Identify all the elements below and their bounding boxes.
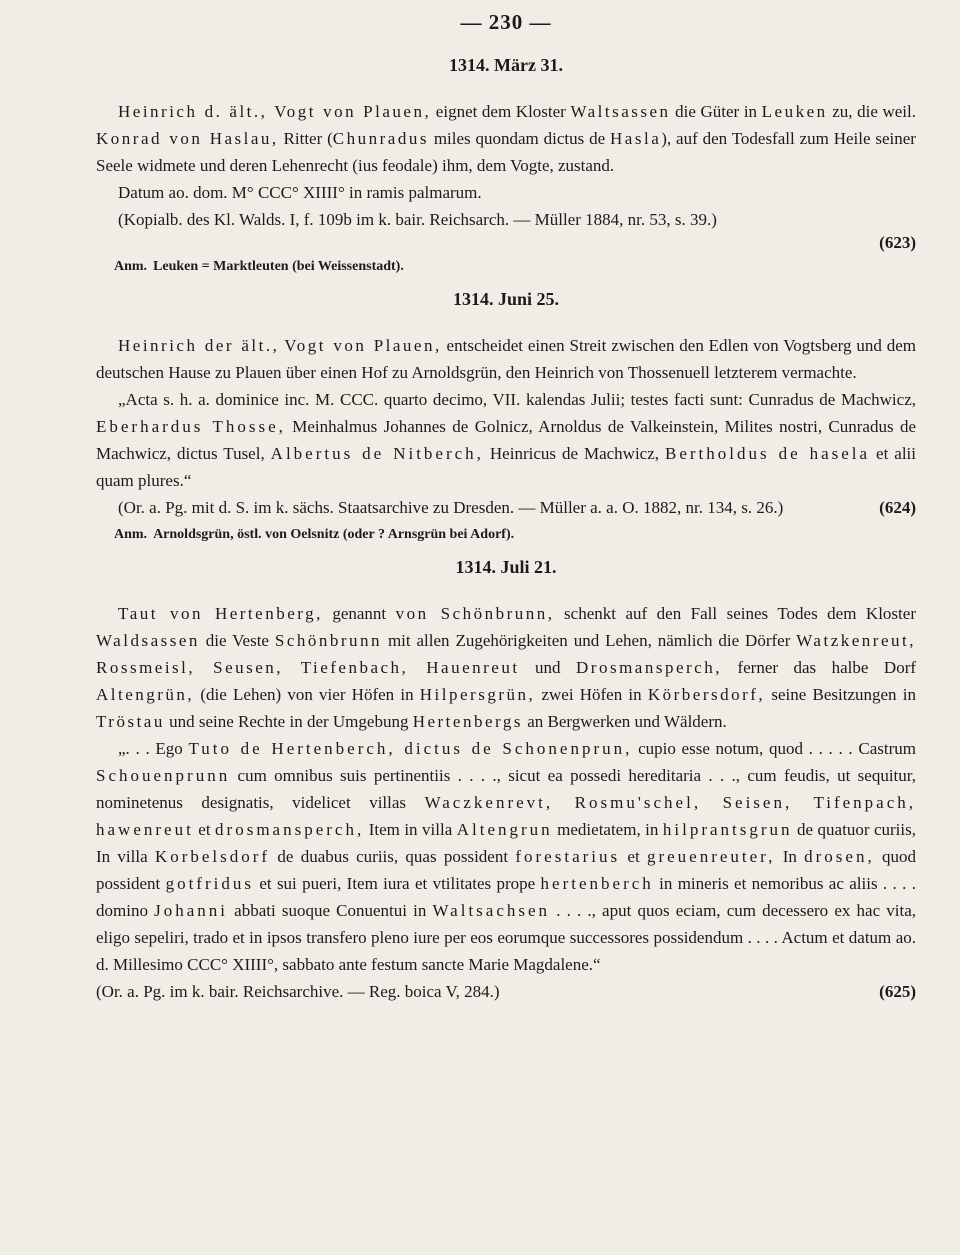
text-run: in mineris et nemoribus ac aliis . . . . domino [96, 874, 916, 920]
spaced-name: gotfridus [165, 874, 254, 893]
entry-quote [96, 386, 916, 494]
spaced-name: hilprantsgrun [662, 820, 793, 839]
entry-number: (625) [879, 982, 916, 1001]
text-run: Heinricus de Machwicz, [483, 444, 665, 463]
text-run: zwei Höfen in [535, 685, 648, 704]
spaced-name: Leuken [761, 102, 828, 121]
text-run: „Acta s. h. a. dominice inc. M. CCC. quarto decimo, VII. kalendas Julii; testes facti sunt: Cunradus de Machwicz, [118, 390, 916, 409]
spaced-name: Korbelsdorf [154, 847, 271, 866]
spaced-name: Taut von Hertenberg, [118, 604, 323, 623]
text-run: abbati suoque Conuentui in [228, 901, 433, 920]
entry-regest [96, 600, 916, 735]
entry-note [114, 523, 916, 547]
text-run: Item in villa [364, 820, 457, 839]
text-run: et [193, 820, 216, 839]
spaced-name: Bertholdus de hasela [665, 444, 871, 463]
text-run: die Güter in [670, 102, 762, 121]
entry-number: (623) [879, 233, 916, 252]
text-run: eignet dem Kloster [431, 102, 571, 121]
entry-date: 1314. März 31. [449, 55, 563, 75]
text-run: In [775, 847, 805, 866]
text-run: et sui pueri, Item iura et vtilitates prope [253, 874, 541, 893]
entry-date: 1314. Juli 21. [455, 557, 557, 577]
spaced-name: hertenberch [540, 874, 654, 893]
page-number: — 230 — [460, 10, 552, 34]
spaced-name: Schönbrunn [274, 631, 383, 650]
text-run: schenkt auf den Fall seines Todes dem Kloster [554, 604, 916, 623]
entry-note [114, 255, 916, 279]
text-run: mit allen Zugehörigkeiten und Lehen, nämlich die Dörfer [382, 631, 797, 650]
spaced-name: Vogt von Plauen, [284, 336, 442, 355]
spaced-name: Waltsachsen [432, 901, 551, 920]
note-label: Anm. [114, 527, 148, 542]
text-run: de duabus curiis, quas possident [270, 847, 516, 866]
entry-quote [96, 735, 916, 978]
entry-date: 1314. Juni 25. [452, 289, 560, 309]
text-run: entscheidet einen Streit zwischen den Edlen von Vogtsberg und dem deutschen Hause zu Plauen über einen Hof zu Arnoldsgrün, den Heinrich von Thossenuell letzterem vermachte. [96, 336, 916, 382]
spaced-name: Johanni [154, 901, 228, 920]
entry-datum: Datum ao. dom. M° CCC° XIIII° in ramis palmarum. [118, 183, 482, 202]
spaced-name: Waczkenrevt, Rosmu'schel, Seisen, Tifenpach, hawenreut [96, 793, 916, 839]
spaced-name: Tuto de Hertenberch, dictus de Schonenprun, [188, 739, 633, 758]
note-text: Leuken = Marktleuten (bei Weissenstadt). [153, 259, 404, 274]
text-run: an Bergwerken und Wäldern. [522, 712, 727, 731]
spaced-name: drosmansperch, [215, 820, 365, 839]
entry-source: (Kopialb. des Kl. Walds. I, f. 109b im k. bair. Reichsarch. — Müller 1884, nr. 53, s. 39.) [118, 210, 717, 229]
text-run: und seine Rechte in der Umgebung [164, 712, 413, 731]
text-run: seine Besitzungen in [765, 685, 916, 704]
text-run: die Veste [199, 631, 275, 650]
text-run: miles quondam dictus de [428, 129, 611, 148]
text-run: medietatem, in [552, 820, 663, 839]
text-run: et alii quam plures.“ [96, 444, 916, 490]
text-run: Ritter ( [278, 129, 333, 148]
spaced-name: drosen, [804, 847, 875, 866]
text-run: quod possident [96, 847, 916, 893]
text-run: „. . . Ego [118, 739, 189, 758]
note-text: Arnoldsgrün, östl. von Oelsnitz (oder ? Arnsgrün bei Adorf). [153, 527, 515, 542]
text-run: cupio esse notum, quod . . . . . Castrum [632, 739, 916, 758]
spaced-name: greuenreuter, [646, 847, 776, 866]
text-run: und [519, 658, 577, 677]
spaced-name: Hasla [610, 129, 662, 148]
spaced-name: Heinrich der ält., [118, 336, 280, 355]
text-run: zu, die weil. [827, 102, 916, 121]
spaced-name: Waltsassen [570, 102, 671, 121]
spaced-name: Hertenbergs [412, 712, 523, 731]
text-run: . . . ., aput quos eciam, cum decessero ex hac vita, eligo sepeliri, trado et in ipsos transfero pleno iure per eos eorumque successores possidendum . . . . Actum et datum ao. d. Millesimo CCC° XIIII°, sabbato ante festum sancte Marie Magdalene.“ [96, 901, 917, 974]
entry-source: (Or. a. Pg. im k. bair. Reichsarchive. — Reg. boica V, 284.) [96, 982, 500, 1001]
spaced-name: Chunradus [332, 129, 429, 148]
spaced-name: Albertus de Nitberch, [270, 444, 484, 463]
spaced-name: Eberhardus Thosse, [96, 417, 286, 436]
spaced-name: Watzkenreut, Rossmeisl, Seusen, Tiefenbach, Hauenreut [96, 631, 916, 677]
spaced-name: Altengrün, [96, 685, 195, 704]
entry-source: (Or. a. Pg. mit d. S. im k. sächs. Staatsarchive zu Dresden. — Müller a. a. O. 1882, nr. 134, s. 26.) [118, 498, 784, 517]
spaced-name: Drosmansperch, [576, 658, 722, 677]
text-run: cum omnibus suis pertinentiis . . . ., sicut ea possedi hereditaria . . ., cum feudis, ut sequitur, nominetenus designatis, videlicet villas [96, 766, 916, 812]
spaced-name: forestarius [515, 847, 621, 866]
entry-regest [96, 332, 916, 386]
spaced-name: Konrad von Haslau, [96, 129, 279, 148]
spaced-name: Waldsassen [96, 631, 200, 650]
text-run: genannt [322, 604, 396, 623]
note-label: Anm. [114, 259, 148, 274]
text-run: Meinhalmus Johannes de Golnicz, Arnoldus de Valkeinstein, Milites nostri, Cunradus de Machwicz, dictus Tusel, [96, 417, 916, 463]
spaced-name: Hilpersgrün, [419, 685, 536, 704]
spaced-name: Schouenprunn [96, 766, 231, 785]
entry-source-row [96, 978, 916, 1005]
spaced-name: Körbersdorf, [647, 685, 766, 704]
text-run: de quatuor curiis, In villa [96, 820, 916, 866]
spaced-name: Altengrun [456, 820, 553, 839]
spaced-name: Heinrich d. ält., Vogt von Plauen, [118, 102, 432, 121]
text-run: ), auf den Todesfall zum Heile seiner Seele widmete und deren Lehenrecht (ius feodale) ihm, dem Vogte, zustand. [96, 129, 916, 175]
text-run: ferner das halbe Dorf [721, 658, 917, 677]
entry-source-row [96, 494, 916, 521]
spaced-name: Tröstau [96, 712, 165, 731]
entry-regest [96, 98, 916, 179]
spaced-name: von Schönbrunn, [395, 604, 555, 623]
entry-number: (624) [879, 498, 916, 517]
text-run: et [620, 847, 647, 866]
text-run: (die Lehen) von vier Höfen in [194, 685, 420, 704]
